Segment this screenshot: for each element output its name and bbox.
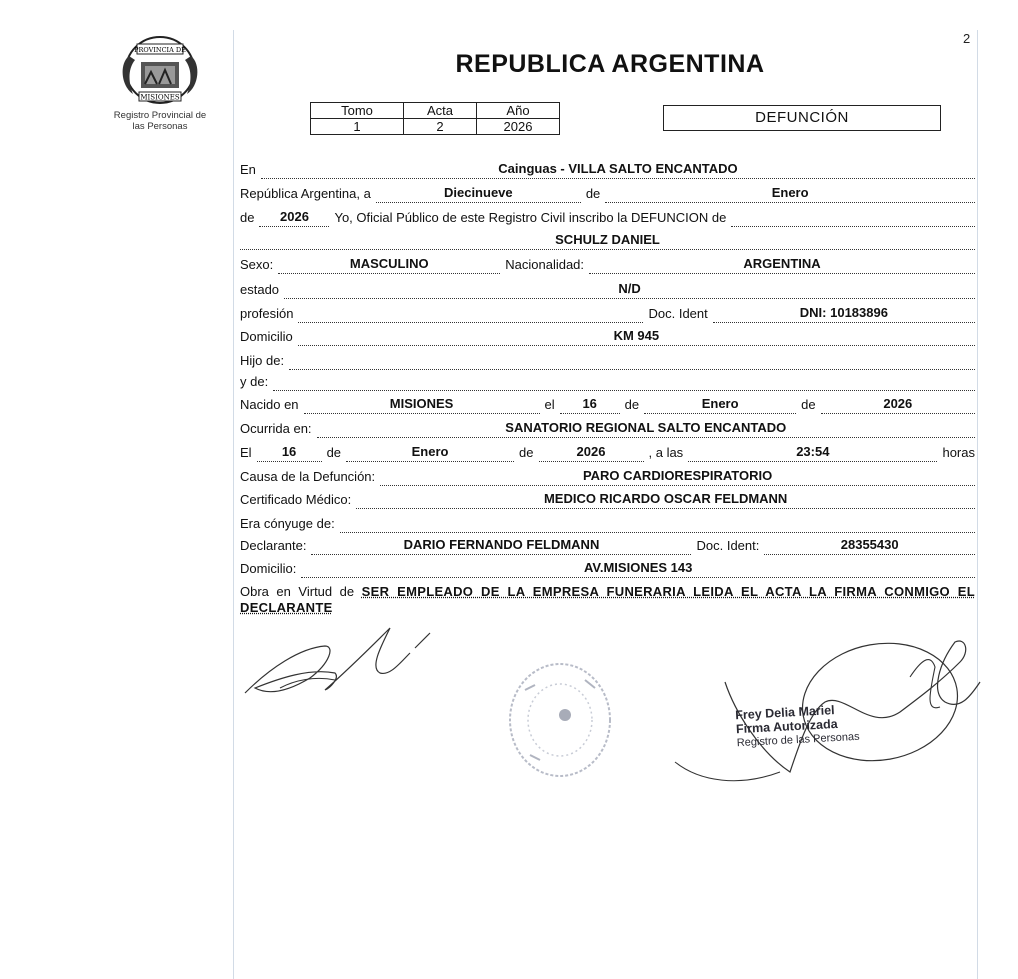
doc-field: DNI: 10183896 <box>713 305 975 323</box>
ocurrida-field: SANATORIO REGIONAL SALTO ENCANTADO <box>317 420 975 438</box>
row-causa: Causa de la Defunción: PARO CARDIORESPIRATORIO <box>240 468 975 486</box>
registry-table <box>310 102 560 135</box>
causa-field: PARO CARDIORESPIRATORIO <box>380 468 975 486</box>
left-margin-line <box>233 30 234 979</box>
nacido-anio-field: 2026 <box>821 396 975 414</box>
row-declarante: Declarante: DARIO FERNANDO FELDMANN Doc. Ident: 28355430 <box>240 537 975 555</box>
obra-text: SER EMPLEADO DE LA EMPRESA FUNERARIA LEIDA EL ACTA LA FIRMA CONMIGO EL DECLARANTE <box>240 584 975 615</box>
row-hijo: Hijo de: <box>240 352 975 370</box>
hijo-field <box>289 352 975 370</box>
row-sexo: Sexo: MASCULINO Nacionalidad: ARGENTINA <box>240 256 975 274</box>
document-type-box: DEFUNCIÓN <box>663 105 941 131</box>
row-republica: República Argentina, a Diecinueve de Enero <box>240 185 975 203</box>
month-field: Enero <box>605 185 975 203</box>
day-word-field: Diecinueve <box>376 185 581 203</box>
conyuge-field <box>340 515 975 533</box>
row-estado: estado N/D <box>240 281 975 299</box>
row-profesion: profesión Doc. Ident DNI: 10183896 <box>240 305 975 323</box>
obra-en-virtud: Obra en Virtud de SER EMPLEADO DE LA EMPRESA FUNERARIA LEIDA EL ACTA LA FIRMA CONMIGO EL DECLARANTE <box>240 584 975 615</box>
estado-field: N/D <box>284 281 975 299</box>
logo-text-bottom: MISIONES <box>140 93 180 102</box>
document-title: REPUBLICA ARGENTINA <box>455 50 765 78</box>
row-domicilio-declarante: Domicilio: AV.MISIONES 143 <box>240 560 975 578</box>
right-margin-line <box>977 30 978 979</box>
declarante-doc-field: 28355430 <box>764 537 975 555</box>
sexo-field: MASCULINO <box>278 256 500 274</box>
row-en: En Cainguas - VILLA SALTO ENCANTADO <box>240 161 975 179</box>
misiones-seal-logo <box>115 34 205 106</box>
row-conyuge: Era cónyuge de: <box>240 515 975 533</box>
organization-name: Registro Provincial de las Personas <box>113 110 207 132</box>
declarante-signature <box>240 618 440 703</box>
nacido-lugar-field: MISIONES <box>304 396 540 414</box>
anio-value: 2026 <box>477 119 560 135</box>
deceased-name-field: SCHULZ DANIEL <box>240 232 975 250</box>
fall-dia-field: 16 <box>257 444 322 462</box>
anio-header: Año <box>477 103 560 119</box>
row-nacido: Nacido en MISIONES el 16 de Enero de 2026 <box>240 396 975 414</box>
logo-text-top: PROVINCIA DE <box>134 46 186 54</box>
authorized-stamp: Frey Delia Mariel Firma Autorizada Registro de las Personas <box>734 703 860 750</box>
row-domicilio: Domicilio KM 945 <box>240 328 975 346</box>
fall-mes-field: Enero <box>346 444 514 462</box>
profesion-field <box>298 305 643 323</box>
row-ocurrida: Ocurrida en: SANATORIO REGIONAL SALTO ENCANTADO <box>240 420 975 438</box>
nacido-mes-field: Enero <box>644 396 796 414</box>
row-certificado: Certificado Médico: MEDICO RICARDO OSCAR FELDMANN <box>240 491 975 509</box>
acta-value: 2 <box>404 119 477 135</box>
row-oficial: de 2026 Yo, Oficial Público de este Registro Civil inscribo la DEFUNCION de <box>240 209 975 227</box>
tomo-value: 1 <box>311 119 404 135</box>
trailing-blank <box>731 209 975 227</box>
page-number: 2 <box>963 31 971 46</box>
fall-anio-field: 2026 <box>539 444 644 462</box>
row-name <box>240 232 975 250</box>
acta-header: Acta <box>404 103 477 119</box>
nacionalidad-field: ARGENTINA <box>589 256 975 274</box>
certificado-field: MEDICO RICARDO OSCAR FELDMANN <box>356 491 975 509</box>
year-field: 2026 <box>259 209 329 227</box>
declarante-field: DARIO FERNANDO FELDMANN <box>311 537 691 555</box>
place-field: Cainguas - VILLA SALTO ENCANTADO <box>261 161 975 179</box>
domicilio-field: KM 945 <box>298 328 975 346</box>
hora-field: 23:54 <box>688 444 937 462</box>
yde-field <box>273 373 975 391</box>
official-round-seal <box>505 660 615 780</box>
domicilio-declarante-field: AV.MISIONES 143 <box>301 560 975 578</box>
row-fecha-defuncion: El 16 de Enero de 2026 , a las 23:54 horas <box>240 444 975 460</box>
nacido-dia-field: 16 <box>560 396 620 414</box>
row-yde: y de: <box>240 373 975 391</box>
tomo-header: Tomo <box>311 103 404 119</box>
